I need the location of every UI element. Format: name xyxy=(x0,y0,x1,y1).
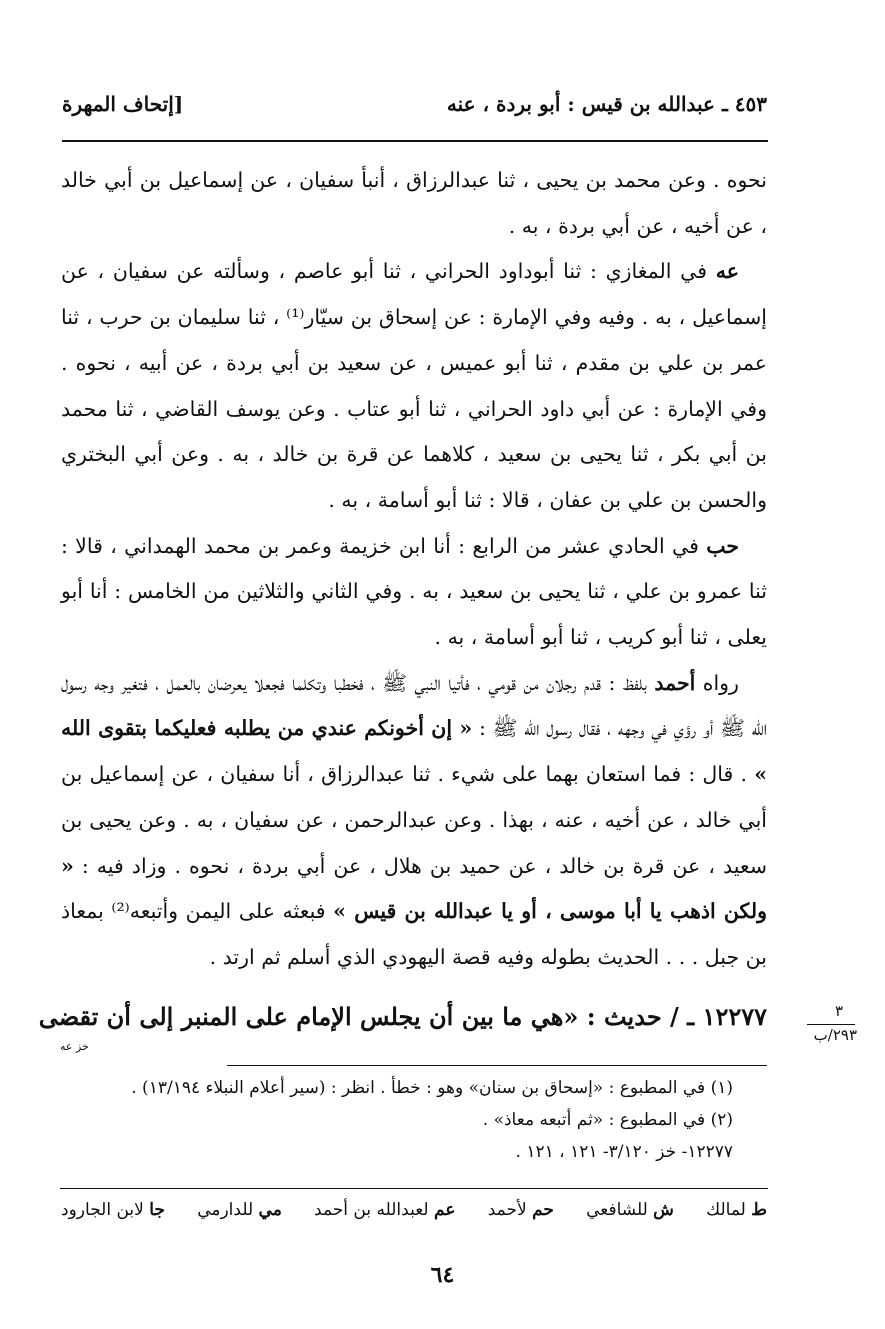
source-note: خز عه xyxy=(60,1040,89,1053)
hadith-quote: « إن أخونكم عندي من يطلبه فعليكما بتقوى الله » xyxy=(61,716,767,787)
legend-code: عم xyxy=(434,1200,456,1220)
running-header-book: [إتحاف المهرة xyxy=(62,92,184,116)
page-number: ٦٤ xyxy=(430,1262,455,1288)
source-code: حب xyxy=(706,533,739,558)
paragraph-4-text: بلفظ : قدم رجلان من قومي ، فأتيا النبي ﷺ ، فخطبا وتكلما فجعلا يعرضان بالعمل ، فتغير وجه رسول الله ﷺ أو رؤي في وجهه ، فقال رسول الله ﷺ : xyxy=(61,670,767,741)
main-text xyxy=(61,158,767,981)
source-code: عه xyxy=(715,259,739,284)
legend-code: ش xyxy=(653,1200,674,1220)
legend-name: للدارمي xyxy=(197,1200,254,1220)
legend-item xyxy=(488,1200,554,1220)
header-rule xyxy=(62,140,768,142)
paragraph-3-text: في الحادي عشر من الرابع : أنا ابن خزيمة وعمر بن محمد الهمداني ، قالا : ثنا عمرو بن علي ، ثنا يحيى بن سعيد ، به . وفي الثاني والثلاثين من الخامس : أنا أبو يعلى ، ثنا أبو كريب ، ثنا أبو أسامة ، به . xyxy=(61,533,767,650)
hadith-heading xyxy=(38,1002,767,1031)
paragraph-4 xyxy=(61,661,767,981)
legend-name: لابن الجارود xyxy=(61,1200,144,1220)
legend-item xyxy=(706,1200,767,1220)
paragraph-2-text: في المغازي : ثنا أبوداود الحراني ، ثنا أبو عاصم ، وسألته عن سفيان ، عن إسماعيل ، به . وفيه وفي الإمارة : عن إسحاق بن سيّار⁽¹⁾ ، ثنا سليمان بن حرب ، ثنا عمر بن علي بن مقدم ، ثنا أبو عميس ، عن سعيد بن أبي بردة ، عن أبيه ، نحوه . وفي الإمارة : عن أبي داود الحراني ، ثنا أبو عتاب . وعن يوسف القاضي ، ثنا محمد بن أبي بكر ، ثنا يحيى بن سعيد ، كلاهما عن قرة بن خالد ، به . وعن أبي البختري والحسن بن علي بن عفان ، قالا : ثنا أبو أسامة ، به . xyxy=(61,259,767,512)
paragraph-4-text: . قال : فما استعان بهما على شيء . ثنا عبدالرزاق ، أنا سفيان ، عن إسماعيل بن أبي خالد ، عن أخيه ، عنه ، بهذا . وعن عبدالرحمن ، عن سفيان ، به . وعن يحيى بن سعيد ، عن قرة بن خالد ، عن حميد بن هلال ، عن أبي بردة ، نحوه . وزاد فيه : xyxy=(61,762,767,878)
legend-code: مي xyxy=(258,1200,282,1220)
paragraph-2 xyxy=(61,249,767,523)
paragraph-3 xyxy=(61,524,767,661)
legend-name: للشافعي xyxy=(586,1200,648,1220)
footnotes xyxy=(93,1072,733,1168)
legend-code: ط xyxy=(751,1200,767,1220)
hadith-number: ١٢٢٧٧ xyxy=(702,1002,767,1031)
legend-rule xyxy=(60,1188,768,1189)
paragraph-4-text: فبعثه على اليمن وأتبعه⁽²⁾ بمعاذ بن جبل . . . الحديث بطوله وفيه قصة اليهودي الذي أسلم ثم ارتد . xyxy=(61,899,767,969)
margin-rule xyxy=(807,1024,855,1025)
legend-item xyxy=(586,1200,674,1220)
margin-reference: ٢٩٣/ب xyxy=(813,1026,857,1044)
legend-name: لعبدالله بن أحمد xyxy=(314,1200,429,1220)
hadith-quote: « ولكن اذهب يا أبا موسى ، أو يا عبدالله بن قيس » xyxy=(61,853,767,924)
legend-code: جا xyxy=(149,1200,165,1220)
legend-item xyxy=(314,1200,455,1220)
legend-name: لمالك xyxy=(706,1200,746,1220)
hadith-text: ـ / حديث : «هي ما بين أن يجلس الإمام على المنبر إلى أن تقضى xyxy=(38,1002,695,1031)
footnote: (١) في المطبوع : «إسحاق بن سنان» وهو : خطأ . انظر : (سير أعلام النبلاء ١٣/١٩٤) . xyxy=(131,1078,733,1098)
source-name: أحمد xyxy=(654,670,696,695)
running-header-title: ٤٥٣ ـ عبدالله بن قيس : أبو بردة ، عنه xyxy=(446,92,767,116)
legend-item xyxy=(61,1200,165,1220)
legend-name: لأحمد xyxy=(487,1200,527,1220)
legend-code: حم xyxy=(532,1200,554,1220)
paragraph-4-text: رواه xyxy=(702,670,739,695)
abbreviation-legend xyxy=(61,1200,767,1220)
margin-number: ٣ xyxy=(834,1002,843,1020)
paragraph-1: نحوه . وعن محمد بن يحيى ، ثنا عبدالرزاق ، أنبأ سفيان ، عن إسماعيل بن أبي خالد ، عن أخيه ، عن أبي بردة ، به . xyxy=(61,168,767,238)
legend-item xyxy=(197,1200,282,1220)
footnote: (٢) في المطبوع : «ثم أتبعه معاذ» . xyxy=(482,1110,733,1130)
footnote-rule xyxy=(227,1065,767,1066)
footnote: ١٢٢٧٧- خز ٣/١٢٠- ١٢١ ، ١٢١ . xyxy=(515,1142,733,1162)
